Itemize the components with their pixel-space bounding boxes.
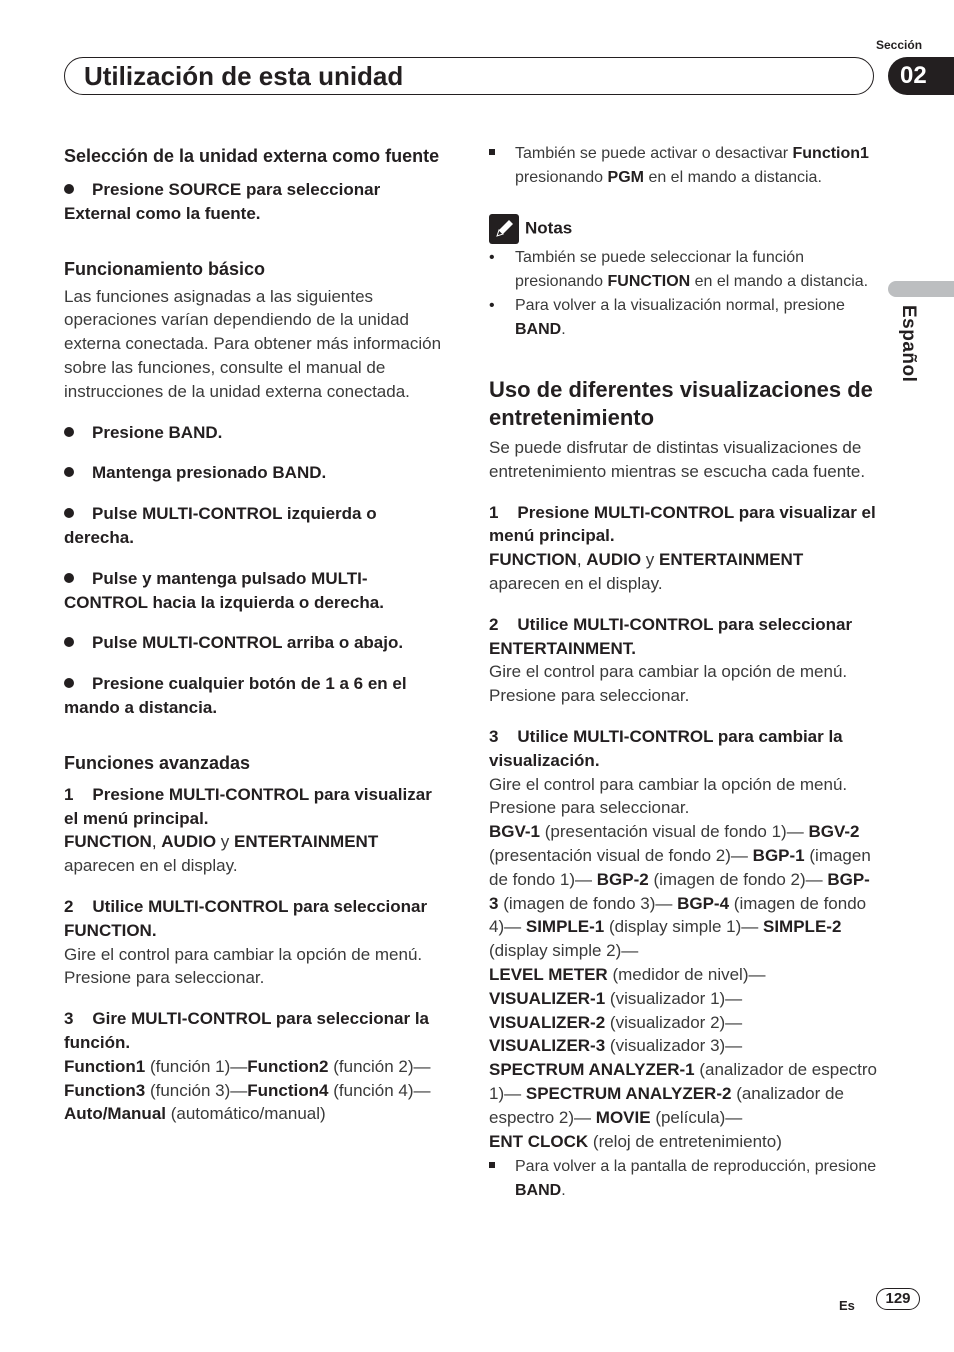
pencil-icon [489, 214, 519, 244]
language-code: Es [839, 1298, 855, 1313]
adv-step-1-text: FUNCTION, AUDIO y ENTERTAINMENT aparecen en el display. [64, 832, 379, 876]
heading-advanced: Funciones avanzadas [64, 752, 251, 773]
display-mode-name: SPECTRUM ANALYZER-2 [525, 1083, 732, 1103]
display-mode-desc: (reloj de entretenimiento) [592, 1131, 782, 1151]
heading-entertainment: Uso de diferentes visualizaciones de entretenimiento [489, 377, 873, 430]
display-mode-name: BGV-2 [808, 822, 860, 842]
adv-step-3-functions: Function1 (función 1)—Function2 (función 2)—Function3 (función 3)—Function4 (función 4)—Auto/Manual (automático/manual) [64, 1056, 431, 1124]
note-1: • También se puede seleccionar la función presionando FUNCTION en el mando a distancia. [489, 249, 869, 290]
display-mode-desc: (display simple 1)— [609, 917, 759, 937]
ent-step-3-text: Gire el control para cambiar la opción de menú. Presione para seleccionar. [489, 774, 848, 818]
tip-function1: También se puede activar o desactivar Function1 presionando PGM en el mando a distancia. [489, 142, 877, 190]
square-bullet-icon [489, 149, 495, 155]
ent-step-2-text: Gire el control para cambiar la opción de menú. Presione para seleccionar. [489, 662, 848, 706]
adv-step-1: 1 Presione MULTI-CONTROL para visualizar el menú principal. [64, 784, 432, 828]
adv-step-3: 3 Gire MULTI-CONTROL para seleccionar la función. [64, 1009, 429, 1052]
left-column [64, 144, 448, 1126]
basic-step: Pulse MULTI-CONTROL arriba o abajo. [64, 631, 448, 655]
display-mode-name: BGV-1 [489, 822, 541, 842]
display-mode-name: VISUALIZER-1 [489, 988, 606, 1008]
display-mode-desc: (analizador de espectro 2)— [489, 1083, 844, 1127]
display-mode-desc: (analizador de espectro 1)— [489, 1060, 877, 1103]
display-mode-desc: (display simple 2)— [489, 941, 639, 961]
display-mode-name: SPECTRUM ANALYZER-1 [489, 1060, 695, 1080]
display-mode-desc: (presentación visual de fondo 2)— [489, 845, 748, 865]
display-mode-name: BGP-2 [596, 869, 649, 889]
display-mode-desc: (visualizador 1)— [609, 988, 743, 1008]
display-mode-desc: (película)— [655, 1107, 743, 1127]
entertainment-text: Se puede disfrutar de distintas visualizaciones de entretenimiento mientras se escucha cada fuente. [489, 438, 866, 481]
language-tab-marker [888, 281, 954, 297]
square-bullet-icon [489, 1162, 495, 1168]
page-title: Utilización de esta unidad [84, 61, 404, 91]
bullet-icon [64, 637, 74, 647]
basic-step: Mantenga presionado BAND. [64, 461, 448, 485]
notes-heading: Notas [489, 214, 877, 244]
display-mode-name: BGP-1 [752, 845, 805, 865]
display-mode-name: BGP-4 [677, 893, 730, 913]
display-mode-name: LEVEL METER [489, 964, 608, 984]
display-mode-name: SIMPLE-1 [525, 917, 605, 937]
bullet-icon [64, 427, 74, 437]
display-mode-desc: (visualizador 3)— [609, 1036, 743, 1056]
section-label: Sección [876, 38, 923, 52]
bullet-icon [64, 678, 74, 688]
bullet-icon [64, 184, 74, 194]
basic-steps [64, 421, 448, 720]
basic-step: Presione cualquier botón de 1 a 6 en el mando a distancia. [64, 674, 407, 717]
heading-basic: Funcionamiento básico [64, 258, 266, 279]
basic-step: Pulse y mantenga pulsado MULTI-CONTROL hacia la izquierda o derecha. [64, 568, 384, 612]
ent-step-3: 3 Utilice MULTI-CONTROL para cambiar la visualización. [489, 726, 843, 770]
display-mode-name: SIMPLE-2 [763, 917, 842, 937]
display-mode-name: VISUALIZER-3 [489, 1036, 606, 1056]
display-mode-desc: (imagen de fondo 3)— [503, 893, 673, 913]
basic-text: Las funciones asignadas a las siguientes operaciones varían dependiendo de la unidad externa conectada. Para obtener más información sobre las funciones, consulte el manual de instrucciones de la unidad externa conectada. [64, 286, 442, 401]
display-mode-desc: (imagen de fondo 2)— [653, 869, 823, 889]
step-external: Presione SOURCE para seleccionar External como la fuente. [64, 180, 381, 223]
ent-step-2: 2 Utilice MULTI-CONTROL para seleccionar ENTERTAINMENT. [489, 614, 853, 658]
display-mode-desc: (visualizador 2)— [609, 1012, 743, 1032]
basic-step: Pulse MULTI-CONTROL izquierda o derecha. [64, 504, 377, 547]
adv-step-2-text: Gire el control para cambiar la opción de menú. Presione para seleccionar. [64, 944, 423, 988]
display-mode-name: BGP-3 [489, 869, 870, 913]
display-mode-list [489, 820, 877, 1153]
display-mode-name: ENT CLOCK [489, 1131, 589, 1151]
display-mode-name: MOVIE [595, 1107, 651, 1127]
display-mode-name: VISUALIZER-2 [489, 1012, 606, 1032]
ent-step-1-text: FUNCTION, AUDIO y ENTERTAINMENT aparecen en el display. [489, 550, 804, 593]
language-tab: Español [898, 305, 919, 383]
bullet-icon [64, 467, 74, 477]
ent-step-1: 1 Presione MULTI-CONTROL para visualizar el menú principal. [489, 502, 876, 546]
display-mode-desc: (imagen de fondo 1)— [489, 845, 871, 889]
final-note: Para volver a la pantalla de reproducción, presione BAND. [489, 1155, 877, 1203]
adv-step-2: 2 Utilice MULTI-CONTROL para seleccionar FUNCTION. [64, 896, 428, 940]
section-number: 02 [888, 57, 954, 95]
display-mode-desc: (medidor de nivel)— [612, 964, 766, 984]
bullet-icon [64, 508, 74, 518]
page-number: 129 [876, 1288, 920, 1310]
display-mode-desc: (presentación visual de fondo 1)— [544, 822, 804, 842]
note-2: • Para volver a la visualización normal, presione BAND. [489, 297, 845, 338]
basic-step: Presione BAND. [64, 421, 448, 445]
right-column [489, 142, 877, 1203]
heading-external: Selección de la unidad externa como fuente [64, 146, 440, 166]
display-mode-desc: (imagen de fondo 4)— [489, 893, 867, 937]
bullet-icon [64, 573, 74, 583]
